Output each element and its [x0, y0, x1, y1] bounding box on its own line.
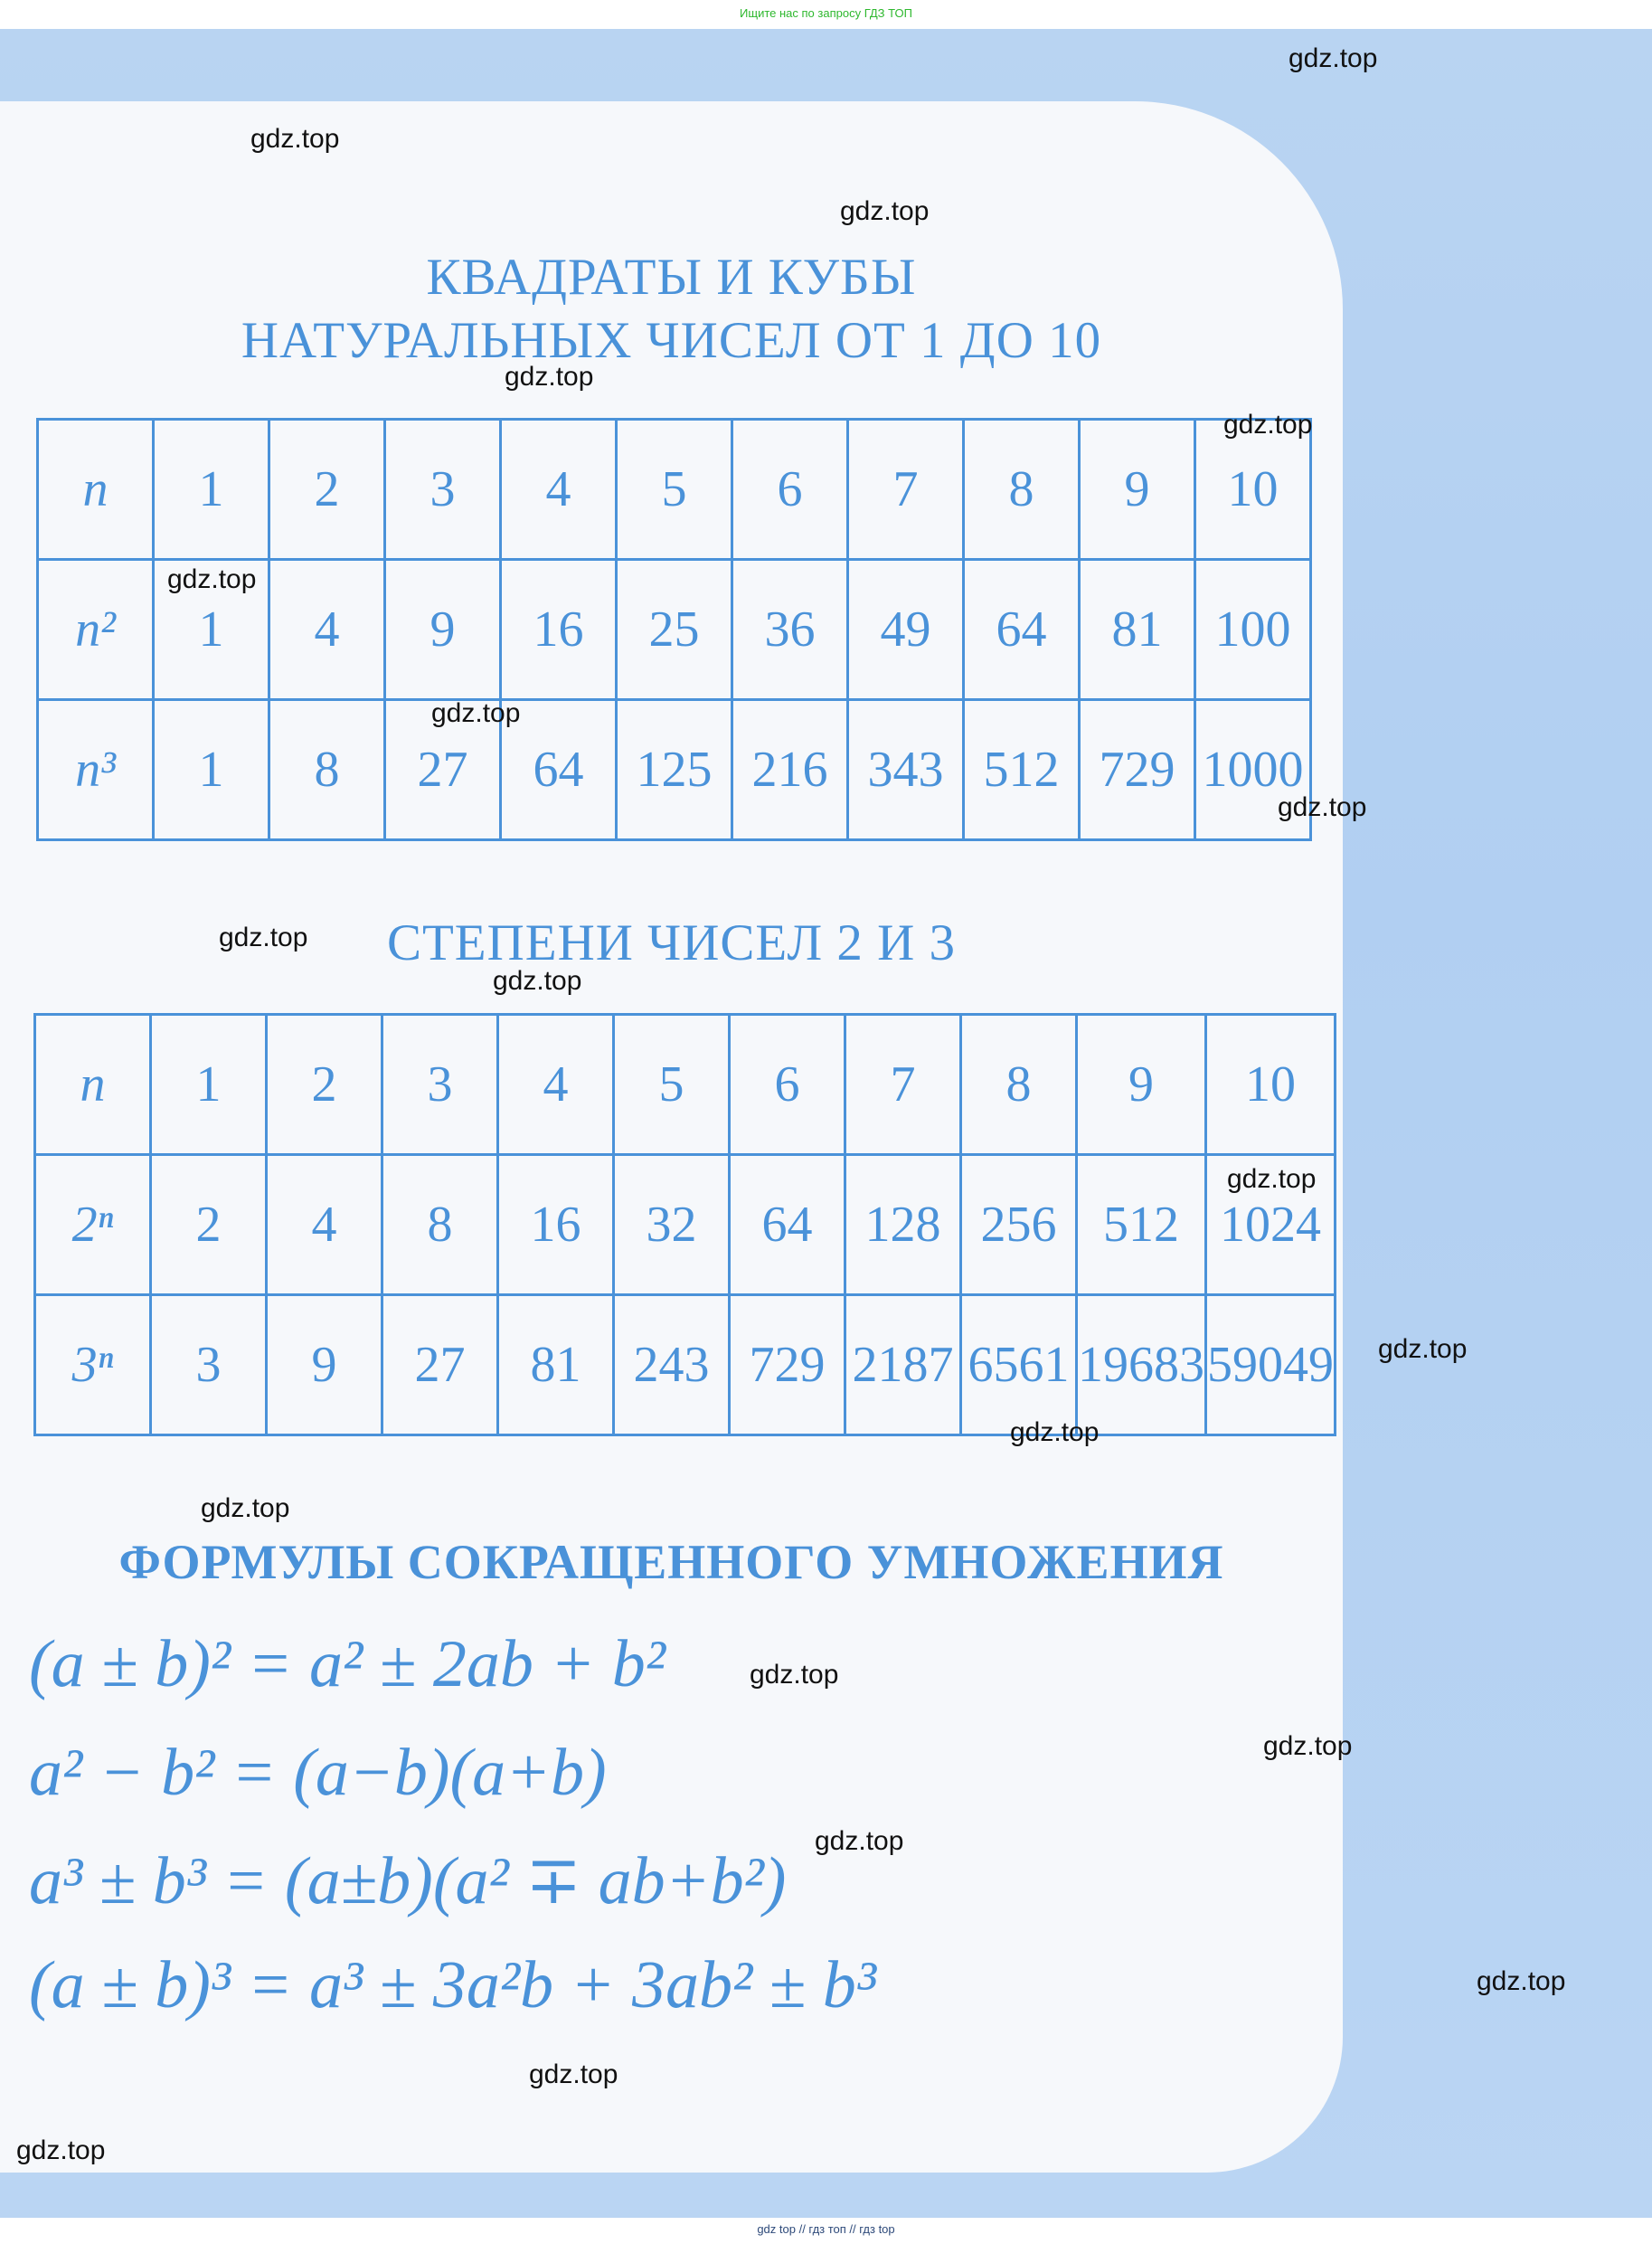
table-cell: 5: [614, 1015, 730, 1155]
table-cell: 32: [614, 1155, 730, 1295]
powers-2-3-table: [33, 1013, 1336, 1436]
table-cell: 59049: [1206, 1295, 1336, 1435]
table-cell: 81: [1080, 560, 1195, 700]
top-banner: Ищите нас по запросу ГДЗ ТОП: [0, 0, 1652, 29]
table-cell: 4: [267, 1155, 382, 1295]
watermark: gdz.top: [505, 362, 594, 392]
watermark: gdz.top: [250, 124, 340, 154]
watermark: gdz.top: [167, 564, 257, 594]
table-cell: 2: [269, 420, 385, 560]
table-row: [35, 1295, 1336, 1435]
watermark: gdz.top: [431, 698, 521, 728]
table-cell: 6: [730, 1015, 845, 1155]
table-cell: 7: [845, 1015, 961, 1155]
table-cell: 1000: [1195, 700, 1311, 840]
formula-sum-of-cubes: a³ ± b³ = (a±b)(a² ∓ ab+b²): [29, 1844, 787, 1918]
table-row: [38, 420, 1311, 560]
table-cell: 27: [385, 700, 501, 840]
table-cell: 4: [498, 1015, 614, 1155]
section3-title: ФОРМУЛЫ СОКРАЩЕННОГО УМНОЖЕНИЯ: [118, 1535, 1224, 1589]
watermark: gdz.top: [1378, 1334, 1468, 1364]
formula-square: (a ± b)² = a² ± 2ab + b²: [29, 1627, 666, 1701]
watermark: gdz.top: [529, 2059, 618, 2089]
bottom-banner: gdz top // гдз топ // гдз top: [0, 2218, 1652, 2244]
watermark: gdz.top: [840, 196, 930, 226]
table-cell: 8: [382, 1155, 498, 1295]
table-cell: 19683: [1077, 1295, 1206, 1435]
table-cell: 343: [848, 700, 964, 840]
table-cell: 8: [961, 1015, 1077, 1155]
watermark: gdz.top: [1289, 43, 1378, 73]
table-cell: 10: [1206, 1015, 1336, 1155]
table-cell: 10: [1195, 420, 1311, 560]
table-cell: 8: [964, 420, 1080, 560]
table-cell: 27: [382, 1295, 498, 1435]
watermark: gdz.top: [815, 1826, 904, 1856]
table-cell: 256: [961, 1155, 1077, 1295]
watermark: gdz.top: [1263, 1731, 1353, 1761]
table-cell: 25: [617, 560, 732, 700]
watermark: gdz.top: [750, 1660, 839, 1690]
table-row: [35, 1015, 1336, 1155]
watermark: gdz.top: [493, 966, 582, 996]
table-cell: 2: [151, 1155, 267, 1295]
table-cell: 2187: [845, 1295, 961, 1435]
section2-title: СТЕПЕНИ ЧИСЕЛ 2 И 3: [386, 914, 957, 971]
row-head: n³: [38, 700, 154, 840]
table-cell: 512: [964, 700, 1080, 840]
table-cell: 64: [501, 700, 617, 840]
table-cell: 3: [385, 420, 501, 560]
table-row: [38, 700, 1311, 840]
table-cell: 64: [730, 1155, 845, 1295]
table-cell: 36: [732, 560, 848, 700]
table-cell: 64: [964, 560, 1080, 700]
table-cell: 9: [1080, 420, 1195, 560]
table-cell: 216: [732, 700, 848, 840]
table-cell: 9: [267, 1295, 382, 1435]
formula-difference-of-squares: a² − b² = (a−b)(a+b): [29, 1736, 607, 1810]
table-cell: 6: [732, 420, 848, 560]
table-cell: 1: [154, 420, 269, 560]
watermark: gdz.top: [219, 923, 308, 952]
table-cell: 9: [1077, 1015, 1206, 1155]
table-cell: 6561: [961, 1295, 1077, 1435]
row-head: n: [38, 420, 154, 560]
formula-cube: (a ± b)³ = a³ ± 3a²b + 3ab² ± b³: [29, 1948, 876, 2022]
watermark: gdz.top: [201, 1493, 290, 1523]
table-cell: 7: [848, 420, 964, 560]
table-cell: 3: [151, 1295, 267, 1435]
table-cell: 100: [1195, 560, 1311, 700]
table-cell: 243: [614, 1295, 730, 1435]
table-cell: 1: [154, 560, 269, 700]
table-cell: 128: [845, 1155, 961, 1295]
table-cell: 3: [382, 1015, 498, 1155]
watermark: gdz.top: [1477, 1966, 1566, 1996]
table-row: [35, 1155, 1336, 1295]
watermark: gdz.top: [1223, 410, 1313, 440]
table-cell: 9: [385, 560, 501, 700]
row-head: 2ⁿ: [35, 1155, 151, 1295]
watermark: gdz.top: [16, 2135, 106, 2165]
watermark: gdz.top: [1010, 1417, 1100, 1447]
table-cell: 4: [269, 560, 385, 700]
table-cell: 2: [267, 1015, 382, 1155]
section1-title-line2: НАТУРАЛЬНЫХ ЧИСЕЛ ОТ 1 ДО 10: [241, 312, 1102, 369]
table-cell: 5: [617, 420, 732, 560]
table-cell: 125: [617, 700, 732, 840]
section1-title-line1: КВАДРАТЫ И КУБЫ: [426, 249, 917, 306]
table-cell: 8: [269, 700, 385, 840]
table-cell: 49: [848, 560, 964, 700]
table-cell: 16: [498, 1155, 614, 1295]
table-cell: 729: [1080, 700, 1195, 840]
table-cell: 1024: [1206, 1155, 1336, 1295]
table-cell: 729: [730, 1295, 845, 1435]
table-cell: 81: [498, 1295, 614, 1435]
table-cell: 4: [501, 420, 617, 560]
table-cell: 1: [154, 700, 269, 840]
table-cell: 512: [1077, 1155, 1206, 1295]
row-head: n: [35, 1015, 151, 1155]
watermark: gdz.top: [1227, 1164, 1317, 1194]
table-cell: 16: [501, 560, 617, 700]
watermark: gdz.top: [1278, 792, 1367, 822]
squares-cubes-table: [36, 418, 1312, 841]
row-head: n²: [38, 560, 154, 700]
row-head: 3ⁿ: [35, 1295, 151, 1435]
table-cell: 1: [151, 1015, 267, 1155]
